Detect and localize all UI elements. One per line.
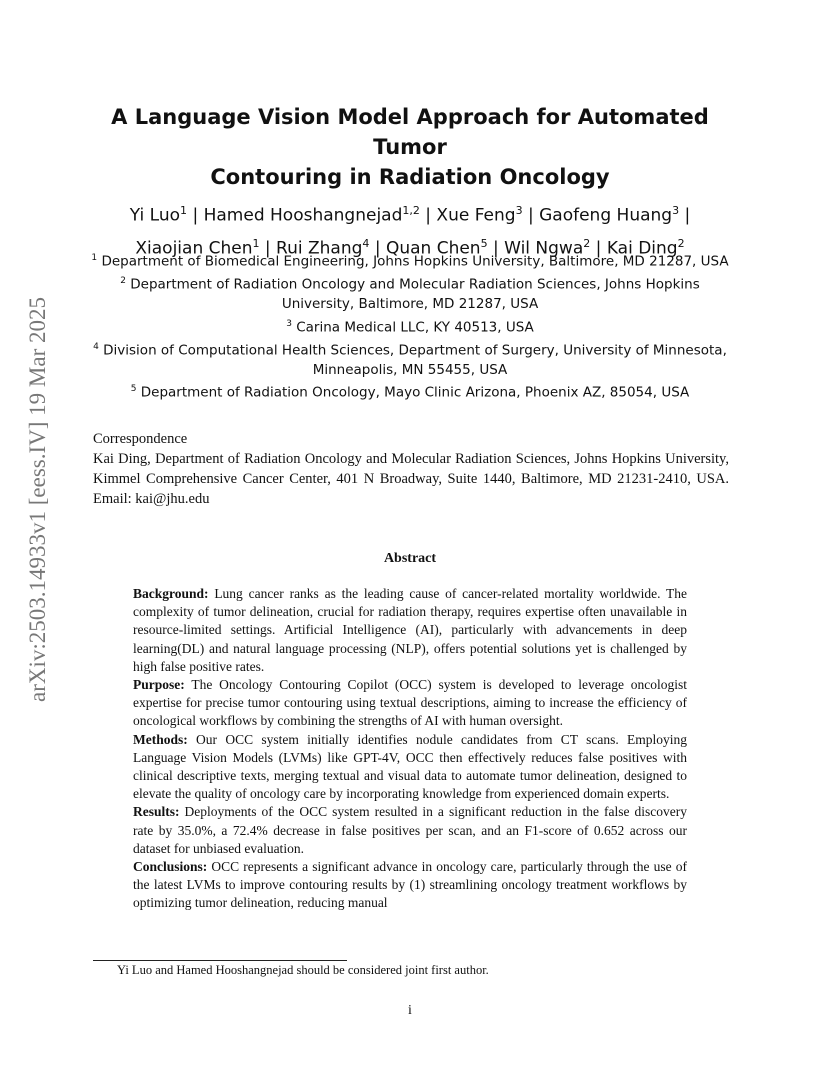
affiliation-text: Department of Radiation Oncology, Mayo Clinic Arizona, Phoenix AZ, 85054, USA [140, 384, 690, 401]
author-affiliation: 2 [583, 236, 591, 250]
affiliation-1 [90, 249, 730, 272]
abstract-heading: Abstract [383, 551, 437, 566]
affiliation-number: 2 [120, 276, 126, 286]
author-affiliation: 1 [252, 236, 260, 250]
author-affiliation: 1 [180, 204, 188, 217]
author-separator: | [595, 238, 602, 259]
footnote: Yi Luo and Hamed Hooshangnejad should be considered joint first author. [117, 963, 489, 977]
section-label: Conclusions: [133, 859, 208, 875]
author-separator: | [527, 205, 534, 226]
author-separator: | [425, 205, 432, 226]
author-name: Gaofeng Huang [539, 205, 673, 226]
correspondence-label: Correspondence [93, 431, 188, 447]
section-text: Our OCC system initially identifies nodule candidates from CT scans. Employing Language Vision Models (LVMs) like GPT-4V, OCC then effectively reduces false positives with clinical descriptive texts, merging textual and visual data to automate tumor delineation, designed to elevate the quality of oncology care by incorporating knowledge from experienced domain experts. [133, 731, 687, 802]
abstract-purpose [133, 676, 687, 731]
author-affiliation: 2 [677, 236, 685, 250]
correspondence-block [93, 429, 729, 509]
paper-title [90, 102, 730, 192]
author-affiliation: 4 [362, 236, 370, 250]
abstract-conclusions [133, 858, 687, 913]
arxiv-id: arXiv:2503.14933v1 [eess.IV] 19 Mar 2025 [25, 296, 50, 702]
author-line-1 [90, 197, 730, 230]
affiliation-2-continued: University, Baltimore, MD 21287, USA [281, 296, 539, 312]
section-text: The Oncology Contouring Copilot (OCC) system is developed to leverage oncologist expertise for precise tumor contouring using textual descriptions, aiming to increase the efficiency of oncological workflows by combining the strengths of AI with human oversight. [133, 677, 688, 729]
author-name: Yi Luo [129, 205, 181, 226]
affiliation-2 [90, 272, 730, 295]
author-name: Hamed Hooshangnejad [203, 205, 403, 226]
affiliation-text: Department of Biomedical Engineering, Johns Hopkins University, Baltimore, MD 21287, USA [101, 253, 729, 270]
correspondence-text: Kai Ding, Department of Radiation Oncology and Molecular Radiation Sciences, Johns Hopkins University, Kimmel Comprehensive Cancer Center, 401 N Broadway, Suite 1440, Baltimore, MD 21231-2410, USA. Email: kai@jhu.edu [93, 451, 729, 507]
author-separator: | [192, 205, 199, 226]
title-line-1: A Language Vision Model Approach for Automated Tumor [111, 105, 709, 159]
affiliation-text: Division of Computational Health Sciences, Department of Surgery, University of Minnesota, [103, 342, 727, 358]
author-affiliation: 1,2 [402, 204, 420, 217]
title-line-2: Contouring in Radiation Oncology [210, 165, 610, 189]
affiliations [90, 249, 730, 403]
abstract-body [133, 585, 687, 913]
affiliation-number: 4 [93, 341, 99, 352]
author-separator: | [374, 238, 381, 259]
author-name: Xue Feng [436, 205, 516, 226]
affiliation-number: 5 [130, 384, 137, 394]
section-label: Background: [133, 586, 209, 601]
arxiv-stamp [18, 254, 58, 744]
affiliation-number: 1 [91, 253, 98, 263]
author-separator: | [264, 238, 271, 259]
affiliation-text: Department of Radiation Oncology and Molecular Radiation Sciences, Johns Hopkins [130, 276, 700, 293]
page-number: i [408, 1003, 412, 1018]
author-affiliation: 3 [672, 204, 680, 217]
affiliation-number: 3 [286, 318, 292, 329]
author-name: Rui Zhang [276, 238, 363, 259]
author-name: Wil Ngwa [504, 238, 584, 259]
affiliation-text: Carina Medical LLC, KY 40513, USA [296, 319, 534, 335]
affiliation-3 [90, 315, 730, 338]
author-name: Kai Ding [606, 238, 678, 259]
abstract-background [133, 585, 687, 676]
section-label: Methods: [133, 731, 188, 747]
abstract-methods [133, 731, 687, 804]
affiliation-5 [90, 380, 730, 403]
section-label: Purpose: [133, 677, 185, 693]
author-affiliation: 5 [480, 236, 488, 250]
author-separator: | [684, 205, 691, 226]
section-text: Deployments of the OCC system resulted in a significant reduction in the false discovery rate by 35.0%, a 72.4% decrease in false positives per scan, and an F1-score of 0.652 across our dataset for unbiased evaluation. [133, 804, 687, 856]
abstract-results [133, 803, 687, 858]
footnote-rule [93, 960, 347, 961]
section-text: OCC represents a significant advance in oncology care, particularly through the use of the latest LVMs to improve contouring results by (1) streamlining oncology treatment workflows by optimizing tumor delineation, reducing manual [133, 859, 687, 911]
author-name: Quan Chen [385, 238, 481, 259]
author-separator: | [493, 238, 499, 259]
section-label: Results: [133, 804, 180, 820]
author-affiliation: 3 [515, 204, 523, 217]
author-name: Xiaojian Chen [135, 238, 253, 259]
affiliation-4 [90, 338, 730, 361]
affiliation-4-continued: Minneapolis, MN 55455, USA [312, 361, 508, 378]
section-text: Lung cancer ranks as the leading cause of cancer-related mortality worldwide. The complexity of tumor delineation, crucial for radiation therapy, requires expertise often unavailable in resource-limited settings. Artificial Intelligence (AI), particularly with advancements in deep learning(DL) and natural language processing (NLP), offers potential solutions yet is challenged by high false positive rates. [133, 586, 687, 674]
